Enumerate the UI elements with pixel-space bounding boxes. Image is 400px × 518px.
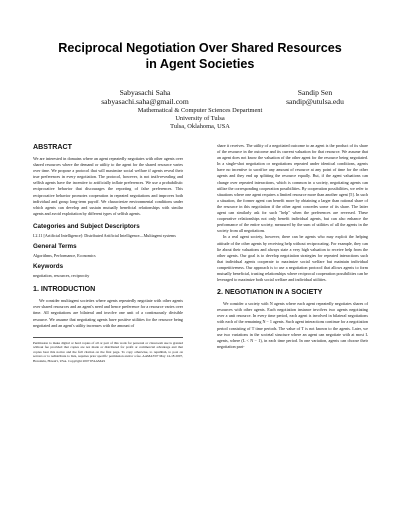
- left-column: [33, 143, 183, 364]
- right-column: [217, 143, 368, 350]
- affiliation-city: Tulsa, Oklahoma, USA: [170, 123, 230, 130]
- section-2-paragraph: We consider a society with N agents where each agent repeatedly negotiates shares of resources with other agents. Each negotiation instance involves two agents negotiating over a unit resource. In every time period, each agent is involved in bilateral negotiations with each of the remaining N − 1 agents. Such agent interactions continue for a negotiation period consisting of T time periods. The value of T is not known to the agents. Later, we use two variations in the societal structure where an agent can negotiate with at most L agents, where (L < N − 1), in each time period. In one variation, agents can choose their negotiation part-: [217, 301, 368, 349]
- keywords-heading: Keywords: [33, 263, 64, 271]
- author-1-name: Sabyasachi Saha: [119, 88, 171, 97]
- abstract-heading: ABSTRACT: [33, 143, 73, 151]
- title-line-2: in Agent Societies: [145, 56, 255, 71]
- general-terms-text: Algorithms, Performance, Economics: [33, 253, 96, 259]
- author-2: [270, 88, 360, 106]
- general-terms-heading: General Terms: [33, 243, 77, 251]
- affiliation-univ: University of Tulsa: [175, 115, 225, 122]
- title-line-1: Reciprocal Negotiation Over Shared Resources: [58, 41, 342, 55]
- categories-text: I.2.11 [Artificial Intelligence]: Distributed Artificial Intelligence—Multiagent systems: [33, 232, 176, 238]
- author-2-email: sandip@utulsa.edu: [286, 97, 344, 106]
- author-1-email: sabyasachi.saha@gmail.com: [101, 97, 189, 106]
- section-2-heading: 2. NEGOTIATION IN A SOCIETY: [217, 288, 323, 297]
- keywords-text: negotiation, resources, reciprocity: [33, 273, 90, 279]
- paper-title: [0, 41, 400, 72]
- abstract-text: We are interested in domains where an agent repeatedly negotiates with other agents over shared resources where the demand or utility to the agent for the shared resource varies over time. We propose a protocol that will maximize social welfare if agents reveal their true preferences in every negotiation. The protocol, however, is not truth-revealing and selfish agents have the incentive to artificially inflate preferences. We use a probabilistic reciprocative behavior that discourages the reporting of false preferences. This reciprocative behavior promotes cooperation in repeated negotiations and improves both individual and group long-term payoff. We characterize environmental conditions under which agents can develop and sustain mutually beneficial relationships with similar agents and avoid exploitation by different types of selfish agents.: [33, 156, 183, 216]
- intro-paragraph-2: In a real agent society, however, there can be agents who may exploit the helping attitude of the other agents by receiving help without reciprocating. For example, they can lie about their valuations and always state a very high valuation to receive help from the other agents. Our goal is to develop negotiation strategies for repeated interactions such that individual agents cooperate to maximize social welfare but maintain individual competitiveness. Our approach is to use a negotiation protocol that allows agents to form mutually beneficial, trusting relationships where reciprocal cooperation possibilities can be leveraged to maximize both social welfare and individual utilities.: [217, 234, 368, 283]
- intro-heading: 1. INTRODUCTION: [33, 285, 96, 294]
- author-2-name: Sandip Sen: [297, 88, 333, 97]
- author-1: [90, 88, 200, 106]
- affiliation-dept: Mathematical & Computer Sciences Department: [137, 107, 263, 114]
- affiliation: [0, 107, 400, 131]
- categories-heading: Categories and Subject Descriptors: [33, 222, 140, 230]
- permission-footnote: Permission to make digital or hard copies of all or part of this work for personal or classroom use is granted without fee provided that copies are not made or distributed for profit or commercial advantage and that copies bear this notice and the full citation on the first page. To copy otherwise, to republish, to post on servers or to redistribute to lists, requires prior specific permission and/or a fee. AAMAS'07 May 14-18 2007, Honolulu, Hawai'i, USA. Copyright 2007 IFAAMAS: [33, 337, 183, 364]
- intro-text: We consider multiagent societies where agents repeatedly negotiate with other agents over shared resources and an agent's need and hence preference for a resource varies over time. All negotiations are bilateral and involve one unit of a continuously divisible resource. We assume that negotiating agents have positive utilities for the resource being negotiated and an agent's utility increases with the amount of: [33, 298, 183, 328]
- intro-continued-paragraph: share it receives. The utility of a negotiated outcome to an agent is the product of its share of the resource in the outcome and its current valuation for that resource. We assume that an agent does not know the valuation of the other agent for the resource being negotiated. In a single-shot negotiation or negotiations repeated under identical conditions, agents have no incentive to sacrifice any amount of resource at any point of time for the other agents and they end up splitting the resource equally. But, if the agent valuations can change over repeated interactions, which is common in a society, negotiating agents can utilize the corresponding cooperation possibilities. By cooperation possibilities, we refer to situations where one agent requires a limited resource more than another agent [5]. In such a situation, the former agent can benefit more by obtaining a larger than rational share of the resource in this negotiation if the other agent concedes some of its share. The latter agent can similarly ask for such "help" when the preferences are reversed. These cooperative relationships not only benefit individual agents, but can also enhance the performance of the entire society, measured by the sum of utilities of all the agents in the society from all negotiations.: [217, 143, 368, 234]
